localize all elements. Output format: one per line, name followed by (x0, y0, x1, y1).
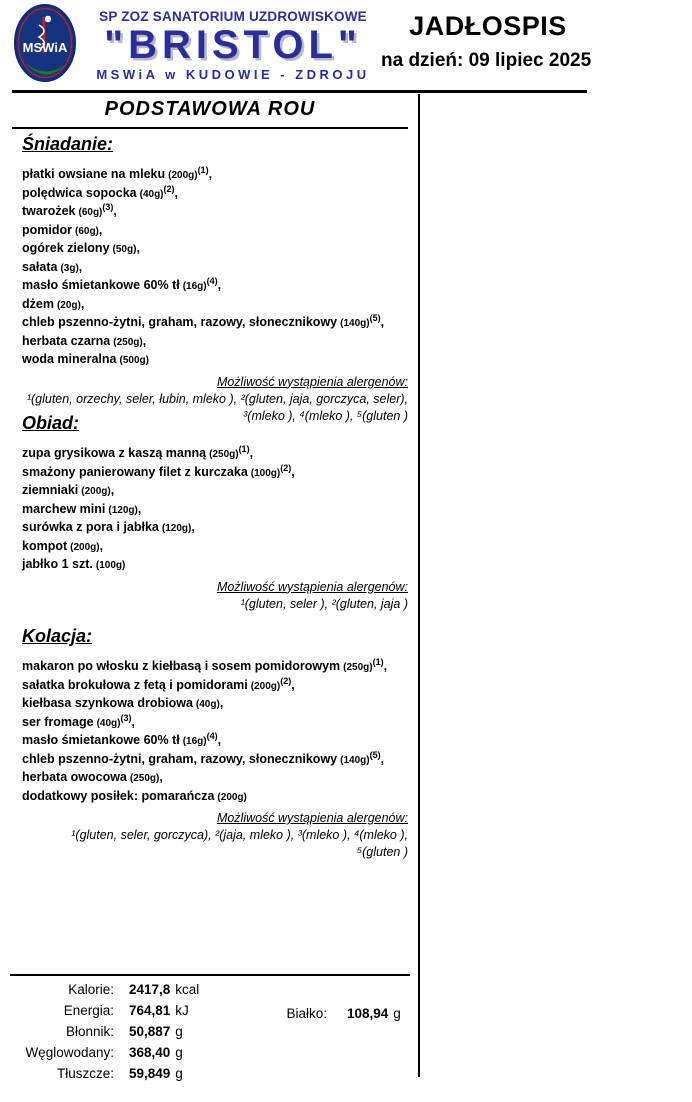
menu-item-separator: , (98, 222, 103, 237)
menu-item (22, 677, 408, 696)
menu-item-amount: (200g) (168, 170, 198, 181)
allergen-line: ⁵(gluten ) (356, 845, 408, 859)
menu-item-allergen-ref: (2) (280, 675, 292, 686)
menu-item-separator: , (380, 315, 385, 329)
section-heading-dinner: Kolacja: (22, 626, 93, 646)
menu-item-amount: (120g) (108, 504, 138, 516)
section-breakfast (22, 134, 408, 425)
menu-item (22, 658, 408, 677)
menu-item-allergen-ref: (3) (102, 201, 114, 212)
menu-item-separator: , (110, 483, 115, 497)
menu-item (22, 222, 408, 241)
menu-item-amount: (140g) (340, 754, 370, 766)
menu-item-name: dżem (22, 296, 54, 311)
mswia-badge-graphic (13, 3, 77, 83)
nutrition-value: 108,94 (347, 1006, 389, 1021)
allergen-header: Możliwość wystąpienia alergenów: (216, 579, 408, 594)
menu-item-amount: (16g) (182, 281, 207, 292)
menu-item-amount: (40g) (96, 717, 121, 729)
org-subtitle-bottom: MSWiA w KUDOWIE - ZDROJU (96, 67, 370, 82)
menu-item-allergen-ref: (2) (163, 183, 175, 194)
menu-item-amount: (100g) (250, 467, 281, 479)
allergen-lines (22, 827, 408, 861)
menu-item-amount: (100g) (95, 560, 126, 571)
lunch-items (22, 445, 408, 575)
menu-item-allergen-ref: (1) (372, 656, 384, 667)
nutrition-label: Białko: (286, 1006, 327, 1021)
allergen-line: ³(mleko ), ⁴(mleko ), ⁵(gluten ) (243, 408, 408, 423)
menu-item-name: twarożek (22, 204, 76, 218)
menu-item (22, 482, 408, 501)
menu-item (22, 714, 408, 733)
document-title: JADŁOSPIS (409, 11, 567, 41)
menu-item-amount: (200g) (217, 791, 247, 803)
menu-item-name: masło śmietankowe 60% tł (22, 733, 180, 747)
menu-item-name: herbata owocowa (22, 770, 127, 784)
menu-item (22, 445, 408, 464)
menu-item-allergen-ref: (5) (369, 312, 381, 323)
menu-item-allergen-ref: (2) (280, 462, 292, 473)
nutrition-value: 59,849 (129, 1066, 171, 1081)
menu-item (22, 732, 408, 751)
menu-item-separator: , (99, 538, 104, 553)
menu-item-name: sałatka brokułowa z fetą i pomidorami (22, 677, 248, 692)
menu-item (22, 769, 408, 788)
menu-item-name: makaron po włosku z kiełbasą i sosem pomidorowym (22, 659, 341, 673)
menu-item-separator: , (159, 770, 163, 784)
menu-item-separator: , (217, 278, 222, 292)
menu-item (22, 166, 408, 185)
menu-item (22, 751, 408, 770)
menu-item-amount: (250g) (209, 449, 239, 460)
menu-item (22, 333, 408, 352)
menu-item-name: ogórek zielony (22, 241, 110, 255)
diet-title-underline (12, 127, 408, 129)
document-date: na dzień: 09 lipiec 2025 (381, 50, 592, 71)
menu-item-name: kompot (22, 538, 68, 553)
menu-item-separator: , (219, 696, 224, 710)
nutrition-value: 764,81 (129, 1003, 171, 1018)
nutrition-label: Błonnik: (65, 1024, 114, 1039)
menu-item-separator: , (249, 446, 254, 460)
menu-item-separator: , (191, 520, 195, 534)
menu-item-name: jabłko 1 szt. (22, 557, 93, 571)
menu-item-name: pomidor (22, 222, 72, 237)
menu-item-name: chleb pszenno-żytni, graham, razowy, słonecznikowy (22, 751, 338, 766)
allergen-line: ¹(gluten, seler ), ²(gluten, jaja ) (240, 596, 408, 611)
menu-item-amount: (60g) (75, 225, 99, 237)
nutrition-label: Tłuszcze: (56, 1066, 114, 1081)
menu-item (22, 277, 408, 296)
menu-item-name: dodatkowy posiłek: pomarańcza (22, 788, 215, 803)
menu-item-separator: , (291, 464, 295, 479)
menu-item (22, 296, 408, 315)
svg-text:MSWiA: MSWiA (22, 40, 68, 55)
dinner-allergens (22, 810, 408, 861)
org-name: "BRISTOL" (104, 23, 362, 67)
menu-item-amount: (200g) (70, 541, 100, 553)
section-lunch (22, 413, 408, 613)
menu-item-name: woda mineralna (22, 352, 117, 366)
allergen-line: ¹(gluten, seler, gorczyca), ²(jaja, mleko ), ³(mleko ), ⁴(mleko ), (71, 828, 408, 842)
allergen-line: ¹(gluten, orzechy, seler, łubin, mleko ), ²(gluten, jaja, gorczyca, seler), (26, 391, 408, 406)
menu-item-name: kiełbasa szynkowa drobiowa (22, 696, 193, 710)
menu-item-amount: (3g) (60, 262, 79, 274)
menu-item-name: ziemniaki (22, 483, 79, 497)
menu-item-name: ser fromage (22, 714, 94, 729)
nutrition-unit: g (175, 1045, 183, 1060)
menu-item-separator: , (136, 241, 140, 255)
menu-item-name: płatki owsiane na mleku (22, 167, 166, 181)
nutrition-unit: kcal (175, 982, 200, 997)
nutrition-rule (10, 974, 410, 976)
menu-item-allergen-ref: (1) (238, 443, 250, 454)
menu-item-amount: (250g) (113, 336, 143, 348)
menu-item-separator: , (80, 296, 85, 311)
menu-item-amount: (250g) (129, 773, 160, 784)
dinner-items (22, 658, 408, 806)
nutrition-row (12, 1045, 408, 1066)
nutrition-row (12, 982, 408, 1003)
column-divider (418, 94, 420, 1077)
menu-item-amount: (200g) (250, 680, 281, 692)
menu-item-amount: (250g) (343, 662, 373, 673)
allergen-header: Możliwość wystąpienia alergenów: (216, 811, 408, 825)
menu-item-name: smażony panierowany filet z kurczaka (22, 464, 248, 479)
menu-item-separator: , (291, 677, 295, 692)
nutrition-rows (12, 982, 408, 1087)
menu-item-name: zupa grysikowa z kaszą manną (22, 446, 207, 460)
header-rule (12, 90, 587, 93)
section-heading-lunch: Obiad: (22, 413, 79, 433)
menu-item (22, 501, 408, 520)
menu-item (22, 314, 408, 333)
menu-item-separator: , (380, 751, 385, 766)
menu-item-amount: (500g) (119, 355, 149, 366)
menu-item-separator: , (78, 259, 83, 274)
menu-item-amount: (16g) (182, 736, 207, 747)
menu-item-separator: , (174, 185, 179, 200)
menu-item (22, 695, 408, 714)
nutrition-unit: kJ (175, 1003, 189, 1018)
menu-item-amount: (50g) (112, 244, 137, 255)
nutrition-unit: g (175, 1066, 183, 1081)
menu-item-allergen-ref: (4) (206, 275, 218, 286)
menu-item-name: polędwica sopocka (22, 185, 137, 200)
menu-item-separator: , (142, 333, 147, 348)
menu-item-amount: (120g) (161, 523, 192, 534)
menu-item-amount: (200g) (81, 486, 111, 497)
nutrition-label: Węglowodany: (25, 1045, 114, 1060)
nutrition-summary (12, 982, 408, 1087)
nutrition-row (12, 1024, 408, 1045)
menu-item-amount: (140g) (340, 318, 370, 329)
allergen-lines (22, 596, 408, 613)
menu-item (22, 203, 408, 222)
nutrition-value: 50,887 (129, 1024, 171, 1039)
nutrition-value: 2417,8 (129, 982, 171, 997)
menu-item (22, 240, 408, 259)
menu-item-name: chleb pszenno-żytni, graham, razowy, słonecznikowy (22, 315, 338, 329)
menu-item-separator: , (131, 714, 135, 729)
menu-item-separator: , (383, 659, 388, 673)
org-subtitle-top: SP ZOZ SANATORIUM UZDROWISKOWE (99, 9, 367, 24)
menu-item (22, 185, 408, 204)
menu-item-allergen-ref: (3) (120, 712, 132, 723)
nutrition-unit: g (393, 1006, 401, 1021)
menu-item-name: masło śmietankowe 60% tł (22, 278, 180, 292)
menu-item-separator: , (217, 733, 222, 747)
menu-item-name: surówka z pora i jabłka (22, 520, 159, 534)
menu-item-amount: (40g) (195, 699, 220, 710)
menu-item (22, 259, 408, 278)
menu-item (22, 538, 408, 557)
menu-item-allergen-ref: (1) (197, 164, 209, 175)
menu-item-allergen-ref: (5) (369, 749, 381, 760)
section-dinner (22, 626, 408, 861)
menu-item (22, 464, 408, 483)
menu-item (22, 519, 408, 538)
menu-item-separator: , (137, 501, 142, 516)
menu-item-amount: (20g) (56, 299, 81, 311)
nutrition-label: Energia: (63, 1003, 114, 1018)
breakfast-items (22, 166, 408, 370)
nutrition-value: 368,40 (129, 1045, 171, 1060)
menu-item-amount: (40g) (139, 188, 164, 200)
allergen-header: Możliwość wystąpienia alergenów: (216, 374, 408, 389)
menu-item (22, 351, 408, 370)
section-heading-breakfast: Śniadanie: (22, 134, 114, 154)
menu-item (22, 788, 408, 807)
menu-item-allergen-ref: (4) (206, 730, 218, 741)
mswia-logo-badge-icon (13, 3, 77, 83)
menu-item (22, 556, 408, 575)
menu-item-separator: , (113, 204, 117, 218)
menu-item-separator: , (208, 167, 213, 181)
menu-item-name: marchew mini (22, 501, 106, 516)
nutrition-row (12, 1066, 408, 1087)
menu-item-name: sałata (22, 259, 58, 274)
nutrition-protein-row (252, 1006, 401, 1021)
lunch-allergens (22, 579, 408, 613)
nutrition-unit: g (175, 1024, 183, 1039)
nutrition-label: Kalorie: (68, 982, 114, 997)
menu-item-amount: (60g) (78, 207, 103, 218)
organization-block (82, 9, 384, 82)
menu-item-name: herbata czarna (22, 333, 111, 348)
diet-title: PODSTAWOWA ROU (104, 98, 316, 120)
